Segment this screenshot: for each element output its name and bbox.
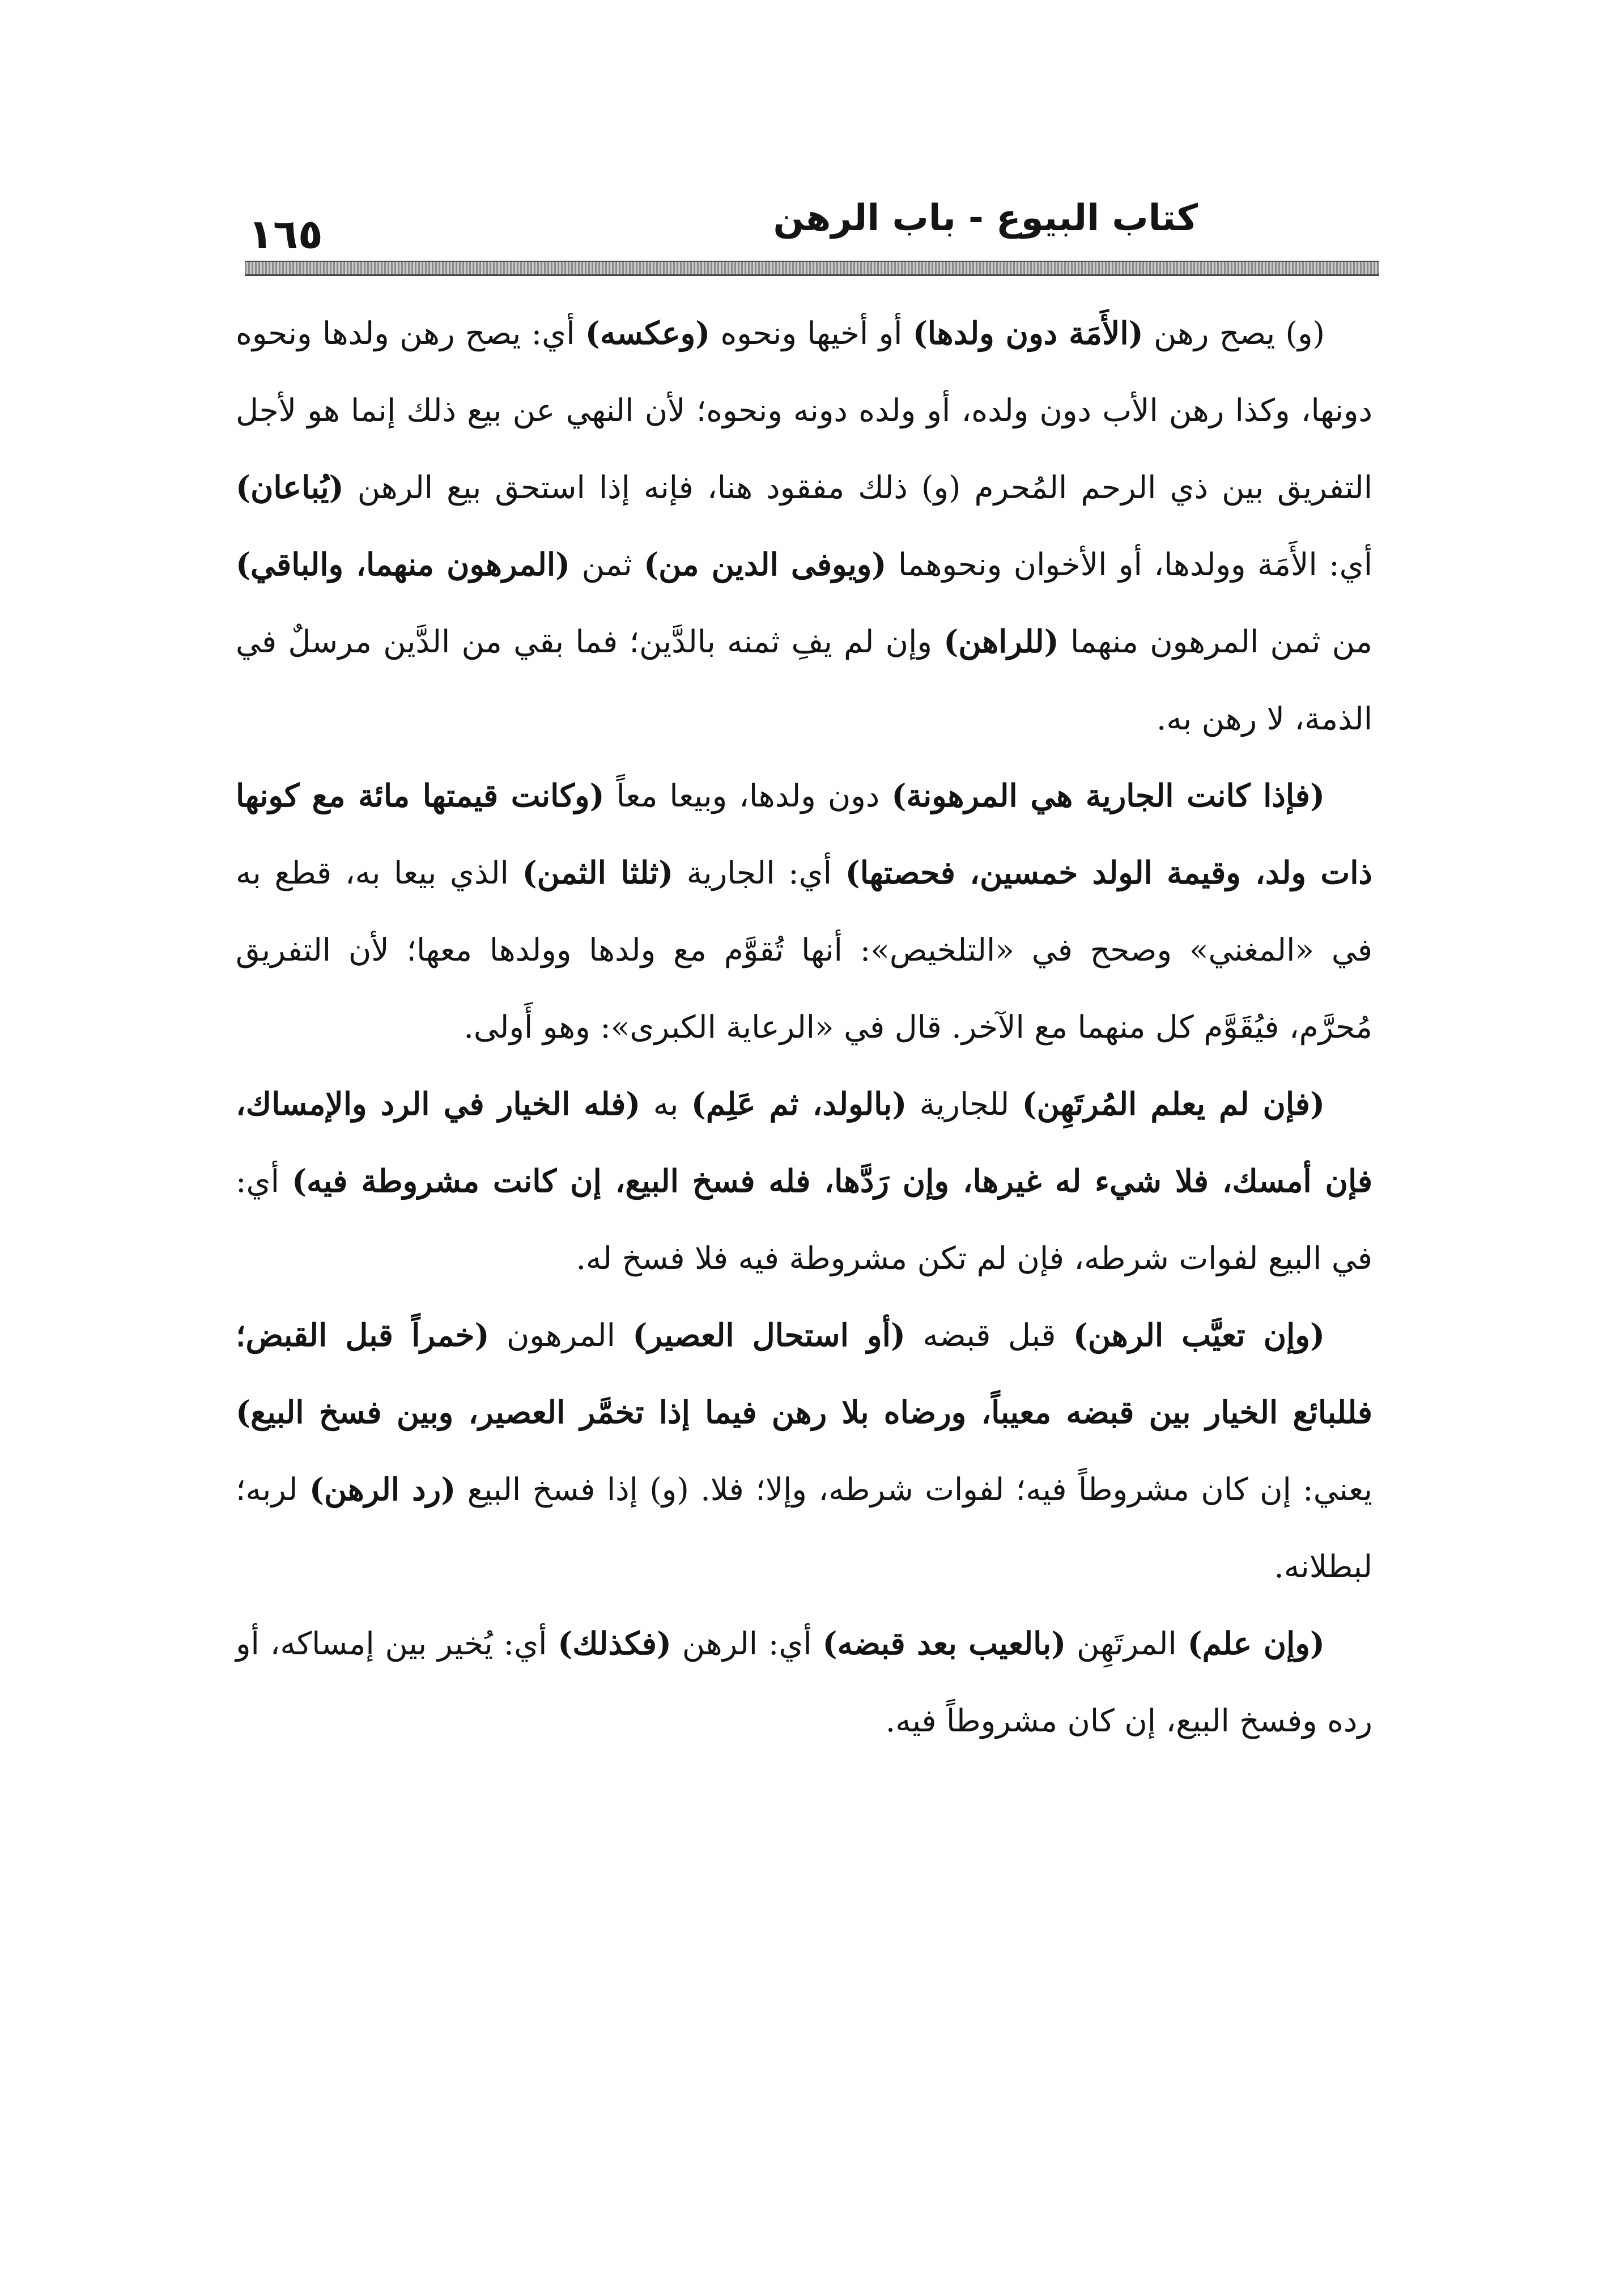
text-run: ثمن xyxy=(570,546,644,583)
header-rule xyxy=(245,261,1379,276)
running-title: كتاب البيوع - باب الرهن xyxy=(773,197,1198,239)
page-number: ١٦٥ xyxy=(248,210,323,258)
bold-text-run: (خمراً قبل القبض؛ فللبائع الخيار بين قبضه معيباً، ورضاه بلا رهن فيما إذا تخمَّر العصير، وبين فسخ البيع) xyxy=(236,1317,1372,1430)
text-run: أي: الأَمَة وولدها، أو الأخوان ونحوهما xyxy=(886,546,1372,583)
bold-text-run: (وإن علم) xyxy=(1187,1625,1325,1662)
bold-text-run: (بالعيب بعد قبضه) xyxy=(822,1625,1066,1662)
text-run: أي: يصح رهن ولدها ونحوه دونها، وكذا رهن الأب دون ولده، أو ولده دونه ونحوه؛ لأن النهي عن بيع ذلك إنما هو لأجل التفريق بين ذي الرحم المُحرم (و) ذلك مفقود هنا، فإنه إذا استحق بيع الرهن xyxy=(236,315,1372,506)
text-run: المرهون xyxy=(489,1317,633,1353)
bold-text-run: (أو استحال العصير) xyxy=(632,1317,905,1353)
bold-text-run: (فكذلك) xyxy=(558,1625,671,1662)
paragraph xyxy=(236,1297,1372,1605)
bold-text-run: (وإن تعيَّب الرهن) xyxy=(1073,1317,1325,1353)
text-run: يعني: إن كان مشروطاً فيه؛ لفوات شرطه، وإلا؛ فلا. (و) إذا فسخ البيع xyxy=(456,1471,1372,1508)
text-run: للجارية xyxy=(907,1086,1022,1122)
bold-text-run: (فإن لم يعلم المُرتَهِن) xyxy=(1022,1085,1325,1122)
body-text xyxy=(236,295,1372,1759)
bold-text-run: (الأَمَة دون ولدها) xyxy=(912,315,1143,351)
bold-text-run: (ويوفى الدين من) xyxy=(644,546,887,583)
page-header xyxy=(0,0,1624,283)
text-run: لربه؛ لبطلانه. xyxy=(236,1471,1372,1585)
text-run: أي: الرهن xyxy=(671,1625,823,1662)
bold-text-run: (وعكسه) xyxy=(585,315,711,351)
paragraph xyxy=(236,1065,1372,1297)
text-run: دون ولدها، وبيعا معاً xyxy=(604,778,892,814)
text-run: أو أخيها ونحوه xyxy=(710,315,913,351)
bold-text-run: (بالولد، ثم عَلِم) xyxy=(691,1085,907,1122)
text-run: أي: يُخير بين إمساكه، أو رده وفسخ البيع، إن كان مشروطاً فيه. xyxy=(236,1625,1372,1739)
bold-text-run: (فله الخيار في الرد والإمساك، فإن أمسك، فلا شيء له غيرها، وإن رَدَّها، فله فسخ البيع، إن كانت مشروطة فيه) xyxy=(236,1085,1373,1199)
bold-text-run: (للراهن) xyxy=(943,623,1059,660)
text-run: أي: في البيع لفوات شرطه، فإن لم تكن مشروطة فيه فلا فسخ له. xyxy=(236,1163,1372,1276)
bold-text-run: (المرهون منهما، والباقي) xyxy=(236,546,571,583)
paragraph xyxy=(236,295,1372,757)
text-run: من ثمن المرهون منهما xyxy=(1058,623,1373,660)
bold-text-run: (ثلثا الثمن) xyxy=(522,854,674,891)
text-run: (و) يصح رهن xyxy=(1143,315,1325,351)
text-run: الذي بيعا به، قطع به في «المغني» وصحح في «التلخيص»: أنها تُقوَّم مع ولدها وولدها معها؛ لأن التفريق مُحرَّم، فيُقَوَّم كل منهما مع الآخر. قال في «الرعاية الكبرى»: وهو أَولى. xyxy=(236,855,1372,1045)
bold-text-run: (رد الرهن) xyxy=(309,1471,456,1508)
text-run: أي: الجارية xyxy=(673,855,845,891)
text-run: قبل قبضه xyxy=(905,1317,1073,1353)
paragraph xyxy=(236,757,1372,1065)
text-run: وإن لم يفِ ثمنه بالدَّين؛ فما بقي من الدَّين مرسلٌ في الذمة، لا رهن به. xyxy=(236,623,1372,737)
bold-text-run: (فإذا كانت الجارية هي المرهونة) xyxy=(891,777,1325,814)
text-run: المرتَهِن xyxy=(1066,1625,1188,1662)
paragraph xyxy=(236,1605,1372,1759)
text-run: به xyxy=(640,1086,691,1122)
bold-text-run: (وكانت قيمتها مائة مع كونها ذات ولد، وقيمة الولد خمسين، فحصتها) xyxy=(236,777,1372,891)
bold-text-run: (يُباعان) xyxy=(236,469,344,506)
